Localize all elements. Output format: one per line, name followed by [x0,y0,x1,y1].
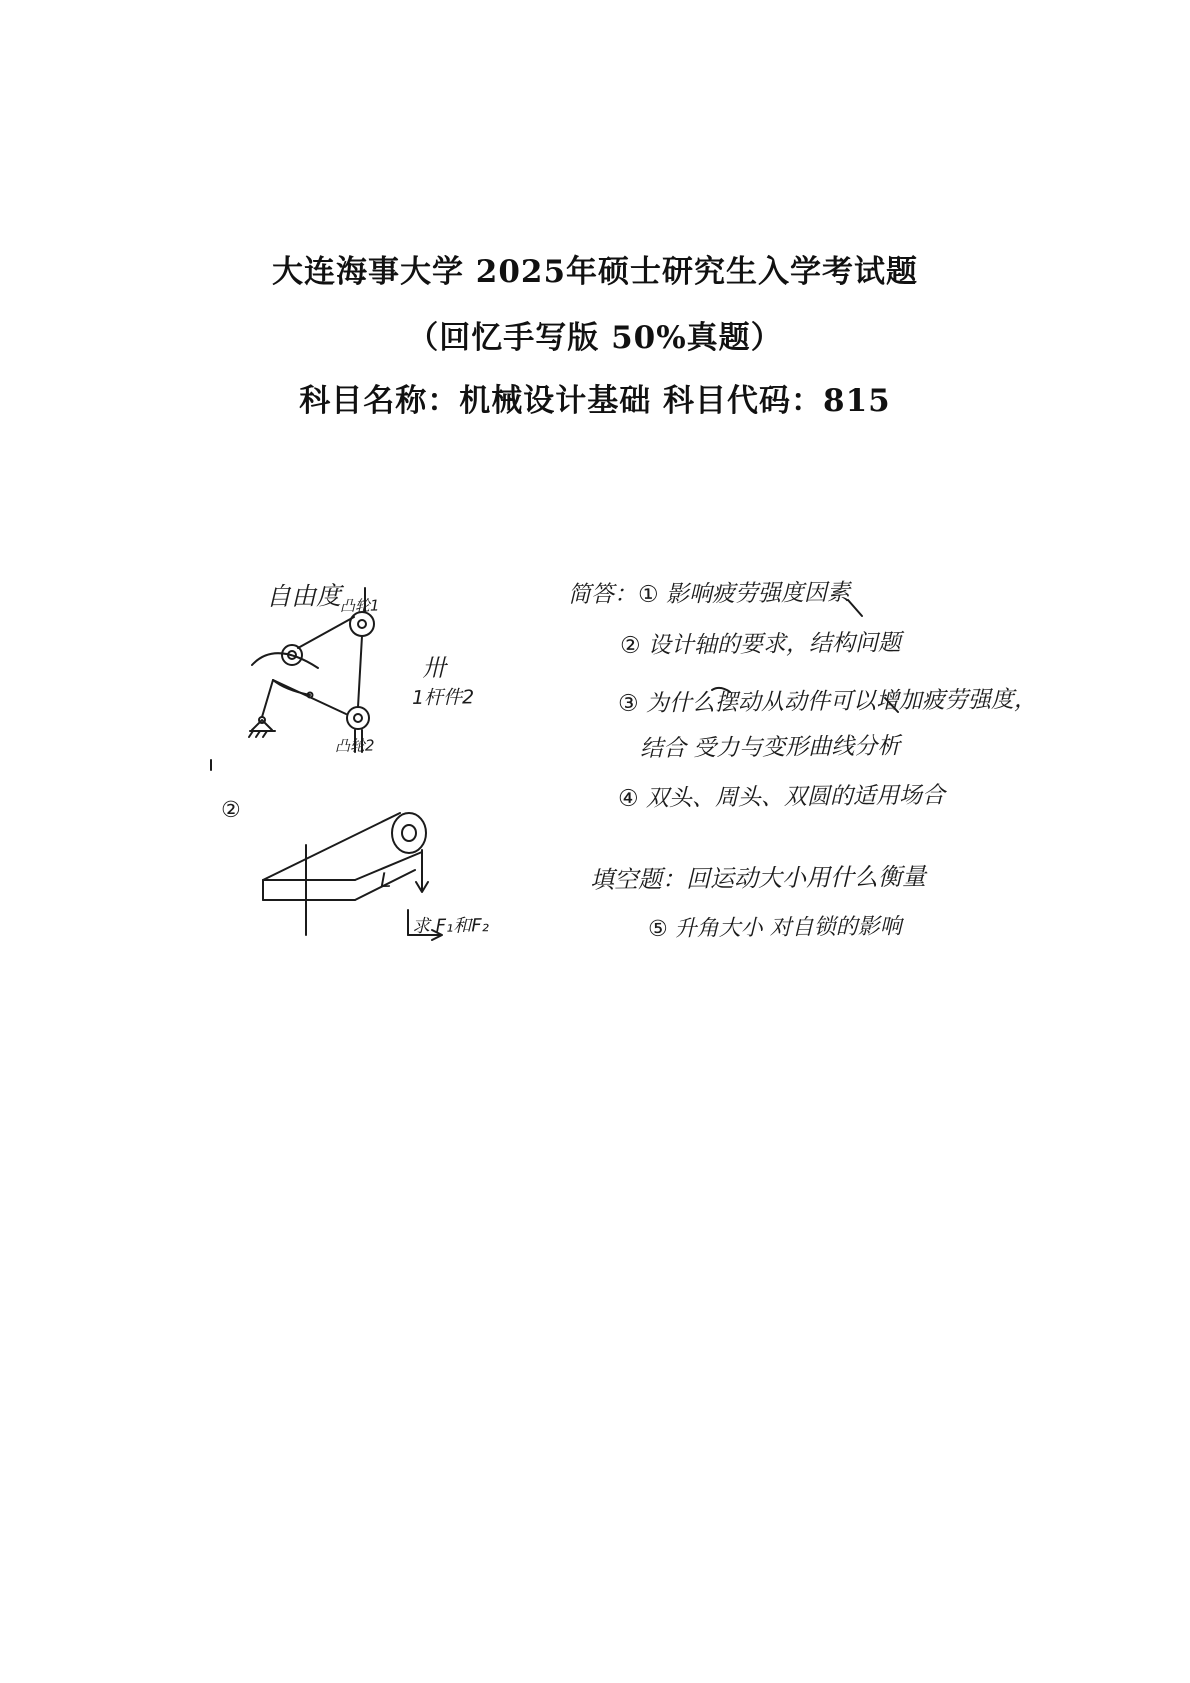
short-answer-4: ④ 双头、周头、双圆的适用场合 [617,782,946,812]
short-answer-prefix: 简答： [567,581,638,608]
page-title: 大连海事大学 2025年硕士研究生入学考试题 [271,254,919,290]
short-answer-2: ② 设计轴的要求，结构问题 [619,630,902,659]
belt-force-label: 求 F₁和F₂ [411,915,489,937]
short-answer-1: ① 影响疲劳强度因素 [637,579,851,608]
question-2-number: ② [220,797,241,823]
cam1-label: 凸轮1 [339,596,380,615]
side-symbol: 卅 [421,653,447,682]
side-note: 1杆件2 [411,686,475,709]
belt-length-label: L [379,867,392,892]
fill-blank-1: 填空题：回运动大小用什么衡量 [589,862,927,894]
subject-line: 科目名称：机械设计基础 科目代码：815 [299,383,891,419]
short-answer-3: ③ 为什么摆动从动件可以增加疲劳强度， [617,686,1038,717]
page-subtitle: （回忆手写版 50%真题） [407,320,783,356]
fill-blank-2: ⑤ 升角大小 对自锁的影响 [647,914,902,942]
short-answer-3-cont: 结合 受力与变形曲线分析 [639,733,901,762]
cam2-label: 凸轮2 [334,736,375,755]
dof-label: 自由度 [265,581,342,611]
